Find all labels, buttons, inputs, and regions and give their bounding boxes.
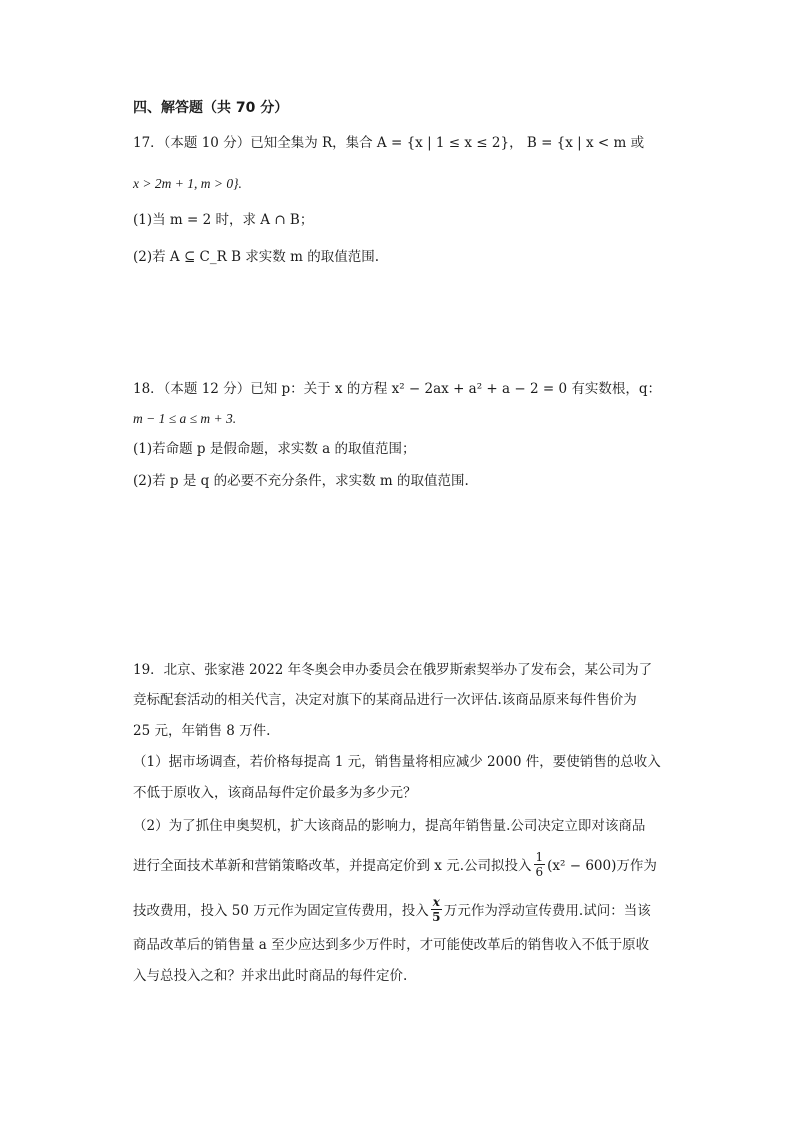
q19-line-8-rest: 万元作为浮动宣传费用.试问：当该 <box>443 903 651 919</box>
q19-line-8-text: 技改费用，投入 50 万元作为固定宣传费用，投入 <box>133 903 429 919</box>
fraction-x-over-5 <box>431 895 442 924</box>
fraction-numerator: 1 <box>535 850 544 864</box>
q19-line-1: 19．北京、张家港 2022 年冬奥会申办委员会在俄罗斯索契举办了发布会，某公司为了 <box>133 662 653 678</box>
q19-line-7-text: 进行全面技术革新和营销策略改革，并提高定价到 x 元.公司拟投入 <box>133 858 532 874</box>
q19-line-9: 商品改革后的销售量 a 至少应达到多少万件时，才可能使改革后的销售收入不低于原收 <box>133 937 650 953</box>
fraction-one-sixth <box>534 850 546 879</box>
q19-line-4: （1）据市场调查，若价格每提高 1 元，销售量将相应减少 2000 件，要使销售的总收入 <box>133 754 661 770</box>
fraction-numerator: x <box>432 895 440 909</box>
q17-line-1: 17．（本题 10 分）已知全集为 R，集合 A = {x | 1 ≤ x ≤ 2}， B = {x | x < m 或 <box>133 135 645 151</box>
q19-line-3: 25 元，年销售 8 万件. <box>133 723 271 739</box>
q18-part-2: (2)若 p 是 q 的必要不充分条件，求实数 m 的取值范围. <box>133 473 469 489</box>
q17-part-1: (1)当 m = 2 时，求 A ∩ B； <box>133 212 314 228</box>
section-title: 四、解答题（共 70 分） <box>133 100 289 116</box>
fraction-denominator: 5 <box>432 910 441 924</box>
q19-line-10: 入与总投入之和？并求出此时商品的每件定价. <box>133 968 408 984</box>
q19-line-8 <box>133 897 651 926</box>
q19-line-6: （2）为了抓住申奥契机，扩大该商品的影响力，提高年销售量.公司决定立即对该商品 <box>133 818 646 834</box>
q19-line-7-expr: (x² − 600)万作为 <box>547 858 657 874</box>
q18-part-1: (1)若命题 p 是假命题，求实数 a 的取值范围； <box>133 441 416 457</box>
q19-line-7 <box>133 852 657 881</box>
fraction-denominator: 6 <box>535 865 544 879</box>
q19-line-2: 竞标配套活动的相关代言，决定对旗下的某商品进行一次评估.该商品原来每件售价为 <box>133 692 637 708</box>
q17-part-2: (2)若 A ⊆ C_R B 求实数 m 的取值范围. <box>133 249 379 265</box>
q18-line-2: m − 1 ≤ a ≤ m + 3. <box>133 411 237 426</box>
q18-line-1: 18．（本题 12 分）已知 p：关于 x 的方程 x² − 2ax + a² + a − 2 = 0 有实数根，q： <box>133 381 661 397</box>
q17-line-2: x > 2m + 1, m > 0}. <box>133 176 242 191</box>
q19-line-5: 不低于原收入，该商品每件定价最多为多少元？ <box>133 785 417 801</box>
